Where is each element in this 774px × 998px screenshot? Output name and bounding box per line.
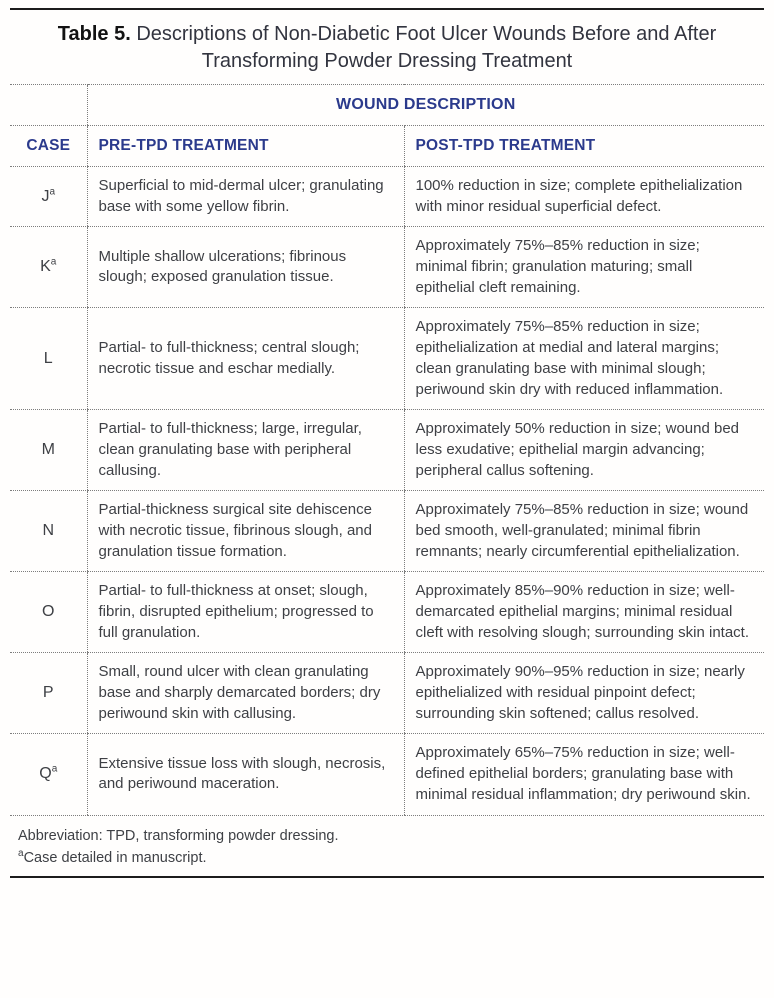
- table-body: [10, 167, 764, 816]
- footnotes: [10, 816, 764, 870]
- case-letter: L: [43, 349, 53, 367]
- case-letter: N: [42, 522, 55, 540]
- table-row: [10, 308, 764, 410]
- case-cell: [10, 167, 87, 227]
- footnote-case-detail: [18, 847, 758, 869]
- case-cell: [10, 308, 87, 410]
- case-letter: O: [42, 603, 55, 621]
- footnote-text: Case detailed in manuscript.: [23, 849, 207, 866]
- col-header-pre-tpd: PRE-TPD TREATMENT: [87, 126, 404, 167]
- post-treatment-cell: Approximately 90%–95% reduction in size; nearly epithelialized with residual pinpoint defect; surrounding skin softened; callus resolved.: [404, 653, 764, 734]
- wound-description-span-header: WOUND DESCRIPTION: [87, 85, 764, 126]
- table-number-label: Table 5.: [57, 23, 131, 45]
- post-treatment-cell: Approximately 75%–85% reduction in size; wound bed smooth, well-granulated; minimal fibrin remnants; nearly circumferential epithelialization.: [404, 491, 764, 572]
- case-cell: [10, 572, 87, 653]
- bottom-rule: [10, 876, 764, 878]
- col-header-case: CASE: [10, 126, 87, 167]
- table-row: [10, 410, 764, 491]
- pre-treatment-cell: Extensive tissue loss with slough, necrosis, and periwound maceration.: [87, 734, 404, 815]
- case-cell: [10, 227, 87, 308]
- table-row: [10, 491, 764, 572]
- case-cell: [10, 653, 87, 734]
- table-row: [10, 227, 764, 308]
- table-row: [10, 167, 764, 227]
- case-footnote-marker: a: [49, 186, 56, 198]
- post-treatment-cell: 100% reduction in size; complete epithelialization with minor residual superficial defect.: [404, 167, 764, 227]
- case-letter: K: [40, 258, 51, 276]
- wound-description-table: [10, 84, 764, 816]
- pre-treatment-cell: Superficial to mid-dermal ulcer; granulating base with some yellow fibrin.: [87, 167, 404, 227]
- post-treatment-cell: Approximately 75%–85% reduction in size; minimal fibrin; granulation maturing; small epithelial cleft remaining.: [404, 227, 764, 308]
- case-letter: J: [41, 187, 50, 205]
- col-header-post-tpd: POST-TPD TREATMENT: [404, 126, 764, 167]
- post-treatment-cell: Approximately 75%–85% reduction in size; epithelialization at medial and lateral margins; clean granulating base with minimal slough; periwound skin dry with reduced inflammation.: [404, 308, 764, 410]
- footnote-text: Abbreviation: TPD, transforming powder dressing.: [18, 827, 339, 844]
- table-row: [10, 653, 764, 734]
- case-footnote-marker: a: [51, 764, 58, 776]
- footnote-abbreviation: [18, 825, 758, 847]
- table-row: [10, 572, 764, 653]
- post-treatment-cell: Approximately 85%–90% reduction in size; well-demarcated epithelial margins; minimal residual cleft with resolving slough; surrounding skin intact.: [404, 572, 764, 653]
- case-cell: [10, 410, 87, 491]
- table-header: [10, 85, 764, 167]
- post-treatment-cell: Approximately 50% reduction in size; wound bed less exudative; epithelial margin advancing; peripheral callus softening.: [404, 410, 764, 491]
- case-letter: M: [41, 441, 55, 459]
- pre-treatment-cell: Partial- to full-thickness; large, irregular, clean granulating base with peripheral callusing.: [87, 410, 404, 491]
- footnote-marker: a: [18, 848, 24, 860]
- pre-treatment-cell: Partial-thickness surgical site dehiscence with necrotic tissue, fibrinous slough, and granulation tissue formation.: [87, 491, 404, 572]
- pre-treatment-cell: Multiple shallow ulcerations; fibrinous slough; exposed granulation tissue.: [87, 227, 404, 308]
- span-header-row: [10, 85, 764, 126]
- case-letter: Q: [39, 765, 52, 783]
- pre-treatment-cell: Partial- to full-thickness; central slough; necrotic tissue and eschar medially.: [87, 308, 404, 410]
- case-cell: [10, 734, 87, 815]
- case-footnote-marker: a: [50, 257, 57, 269]
- column-header-row: [10, 126, 764, 167]
- case-cell: [10, 491, 87, 572]
- post-treatment-cell: Approximately 65%–75% reduction in size; well-defined epithelial borders; granulating base with minimal residual inflammation; dry periwound skin.: [404, 734, 764, 815]
- pre-treatment-cell: Small, round ulcer with clean granulating base and sharply demarcated borders; dry periwound skin with callusing.: [87, 653, 404, 734]
- table-title: [51, 10, 723, 84]
- table-row: [10, 734, 764, 815]
- table-title-text: Descriptions of Non-Diabetic Foot Ulcer Wounds Before and After Transforming Powder Dressing Treatment: [130, 23, 717, 72]
- case-letter: P: [42, 684, 54, 702]
- corner-empty-cell: [10, 85, 87, 126]
- pre-treatment-cell: Partial- to full-thickness at onset; slough, fibrin, disrupted epithelium; progressed to full granulation.: [87, 572, 404, 653]
